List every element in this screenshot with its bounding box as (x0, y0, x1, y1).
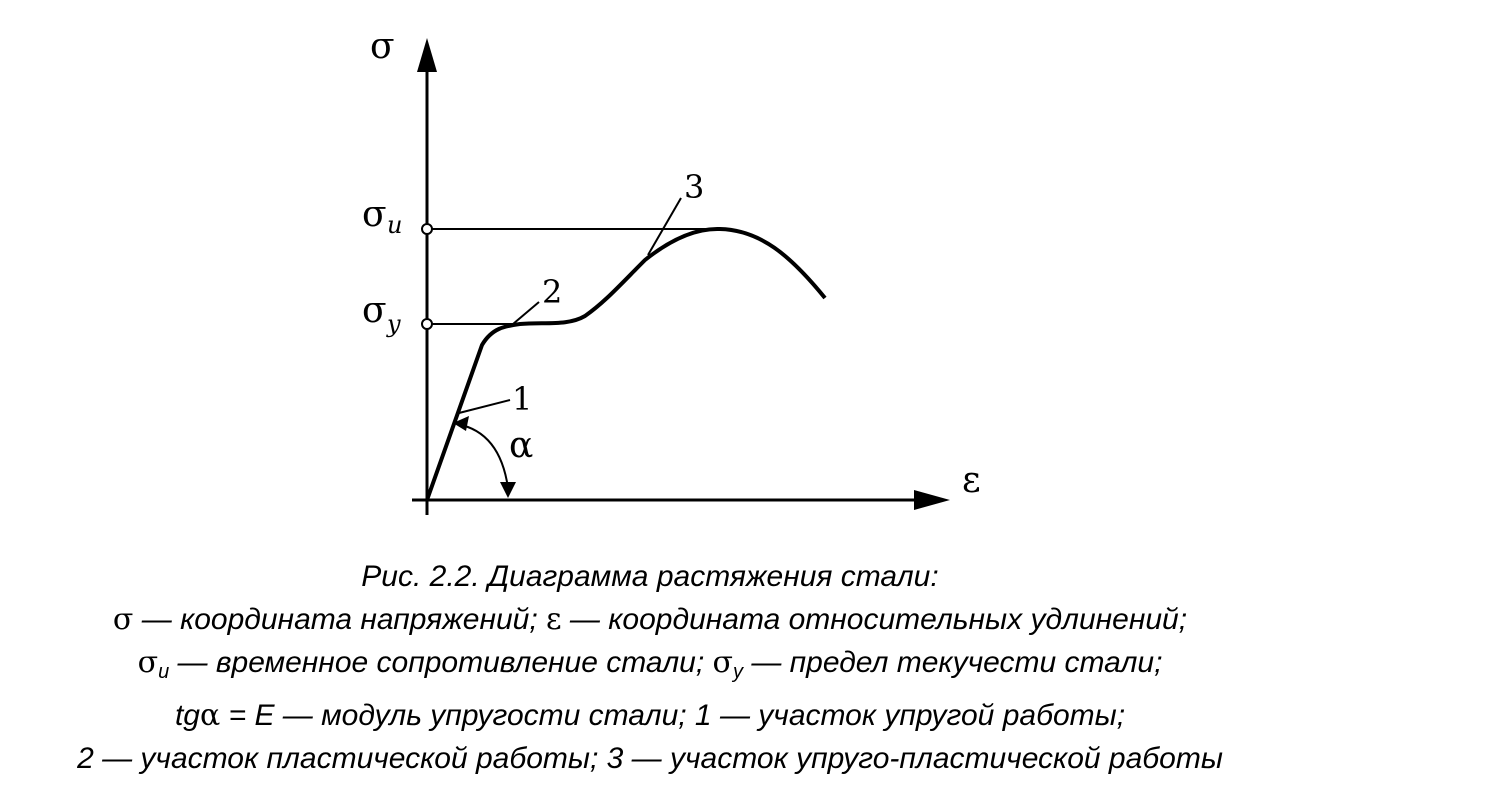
leader-1 (459, 400, 510, 413)
sigma-u-marker (422, 224, 432, 234)
subscript: y (733, 661, 743, 683)
label-2: 2 (542, 273, 563, 311)
epsilon-symbol: ε (546, 602, 562, 637)
leader-2 (513, 302, 539, 324)
caption-line-4 (0, 694, 1300, 737)
caption-text: tg (174, 699, 200, 732)
caption-text: — временное сопротивление стали; (169, 646, 713, 679)
caption-text: = E — модуль упругости стали; 1 — участок упругой работы; (220, 699, 1126, 732)
caption-line-2 (0, 598, 1300, 641)
caption-text: — координата относительных удлинений; (561, 603, 1188, 636)
angle-arc (457, 424, 508, 488)
subscript: u (158, 661, 170, 683)
y-axis-label: σ (370, 26, 395, 67)
label-1: 1 (512, 380, 533, 418)
angle-arrow-bottom (500, 482, 516, 498)
x-axis-label: ε (962, 460, 981, 501)
caption-line-5: 2 — участок пластической работы; 3 — участок упруго-пластической работы (77, 742, 1223, 775)
y-axis-arrow (417, 38, 437, 72)
sigma-y-marker (422, 319, 432, 329)
label-3: 3 (684, 168, 705, 206)
sigma-symbol: σ (137, 645, 159, 680)
alpha-symbol: α (199, 698, 221, 733)
stress-strain-curve (427, 229, 825, 500)
sigma-y-symbol: σ (362, 290, 387, 331)
sigma-symbol: σ (112, 602, 134, 637)
caption-text: — координата напряжений; (133, 603, 547, 636)
sigma-y-subscript: y (387, 310, 401, 338)
caption-title: Рис. 2.2. Диаграмма растяжения стали: (361, 560, 939, 593)
caption-line-3 (0, 641, 1300, 694)
sigma-u-subscript: u (387, 211, 403, 239)
x-axis-arrow (914, 490, 950, 510)
caption-text: — предел текучести стали; (743, 646, 1163, 679)
sigma-symbol: σ (712, 645, 733, 680)
sigma-u-symbol: σ (362, 194, 387, 235)
figure-caption (0, 555, 1300, 780)
angle-label: α (509, 425, 534, 466)
